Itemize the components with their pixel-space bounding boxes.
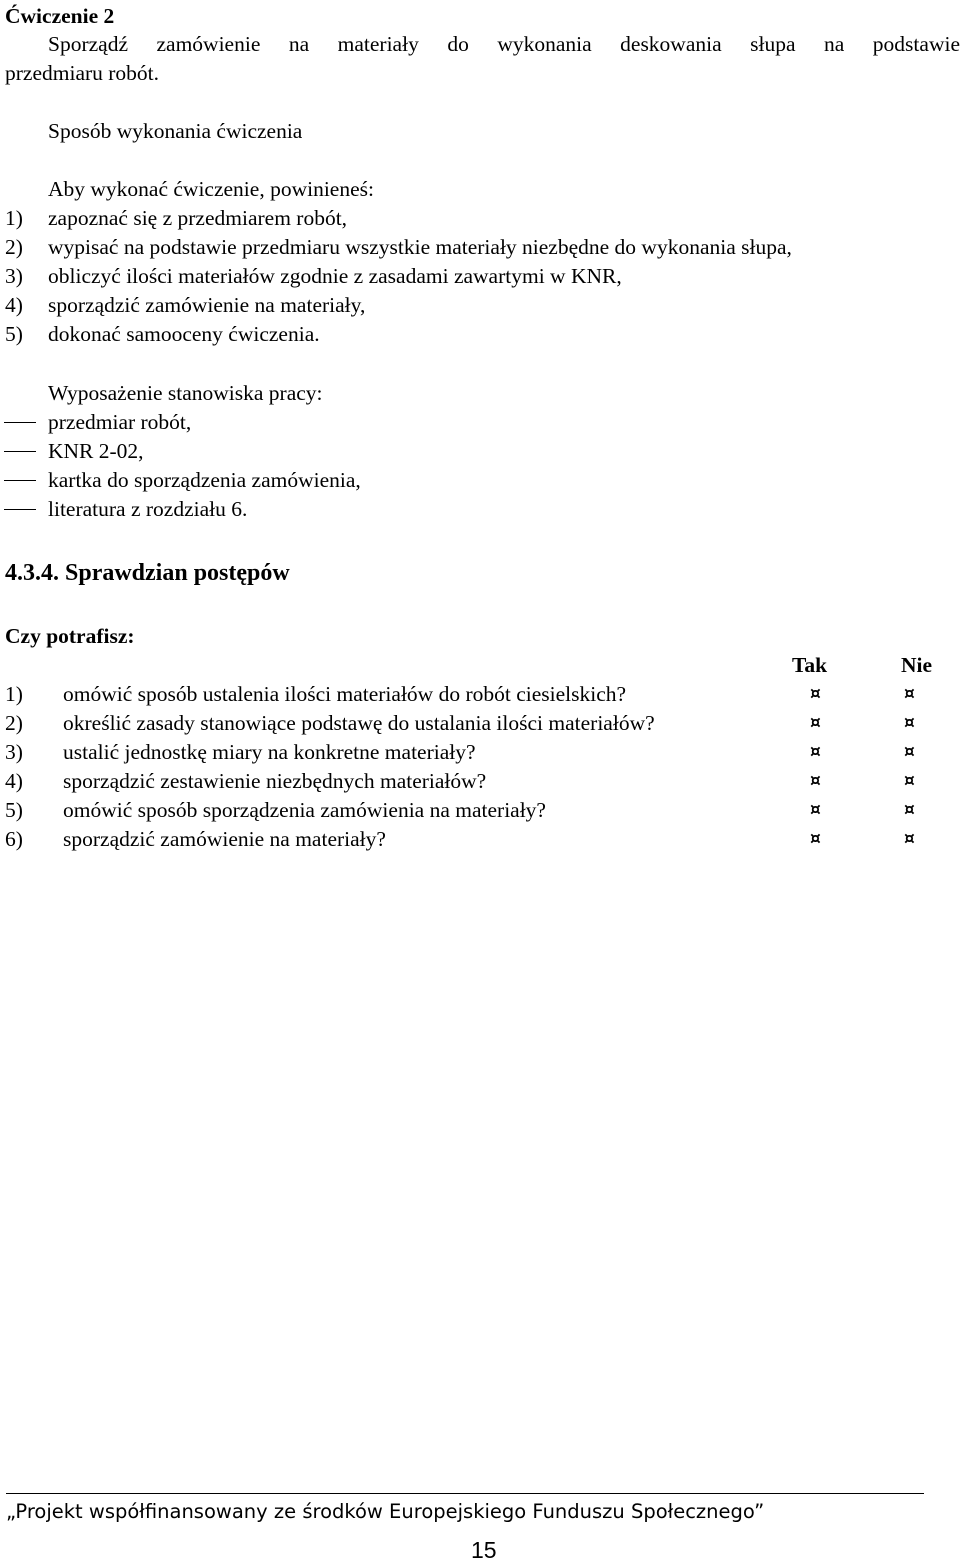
checkbox-no[interactable]: ¤: [904, 829, 915, 849]
dash-bullet: [4, 451, 36, 452]
equipment-item: [0, 466, 960, 495]
footer-divider: [6, 1493, 924, 1494]
section-subtitle: Czy potrafisz:: [5, 624, 135, 648]
checklist-row: [0, 825, 960, 854]
question-text: sporządzić zamówienie na materiały?: [63, 827, 386, 851]
checkbox-no[interactable]: ¤: [904, 684, 915, 704]
method-heading: Sposób wykonania ćwiczenia: [48, 119, 303, 143]
question-text: ustalić jednostkę miary na konkretne materiały?: [63, 740, 476, 764]
method-step: [0, 320, 960, 349]
equipment-item: [0, 437, 960, 466]
checkbox-yes[interactable]: ¤: [810, 829, 821, 849]
checkbox-yes[interactable]: ¤: [810, 771, 821, 791]
page-number: 15: [471, 1537, 497, 1563]
equipment-item: [0, 408, 960, 437]
question-number: 2): [5, 711, 23, 735]
exercise-task-line1: Sporządź zamówienie na materiały do wykonania deskowania słupa na podstawie: [48, 32, 960, 56]
dash-bullet: [4, 422, 36, 423]
checkbox-no[interactable]: ¤: [904, 771, 915, 791]
step-number: 1): [5, 206, 23, 230]
equipment-item-text: literatura z rozdziału 6.: [48, 497, 248, 521]
checkbox-yes[interactable]: ¤: [810, 713, 821, 733]
step-number: 5): [5, 322, 23, 346]
column-header-yes: Tak: [792, 653, 828, 677]
step-text: dokonać samooceny ćwiczenia.: [48, 322, 320, 346]
checkbox-no[interactable]: ¤: [904, 713, 915, 733]
method-step: [0, 262, 960, 291]
step-text: sporządzić zamówienie na materiały,: [48, 293, 366, 317]
column-header-no: Nie: [901, 653, 933, 677]
section-title: 4.3.4. Sprawdzian postępów: [5, 560, 290, 586]
step-text: zapoznać się z przedmiarem robót,: [48, 206, 348, 230]
checkbox-no[interactable]: ¤: [904, 800, 915, 820]
checklist-row: [0, 796, 960, 825]
question-text: sporządzić zestawienie niezbędnych materiałów?: [63, 769, 487, 793]
exercise-task-line2: przedmiaru robót.: [5, 61, 160, 85]
question-number: 4): [5, 769, 23, 793]
method-step: [0, 233, 960, 262]
question-number: 3): [5, 740, 23, 764]
step-number: 4): [5, 293, 23, 317]
question-text: omówić sposób ustalenia ilości materiałów do robót ciesielskich?: [63, 682, 627, 706]
checklist-row: [0, 738, 960, 767]
checklist-row: [0, 680, 960, 709]
step-number: 3): [5, 264, 23, 288]
checkbox-yes[interactable]: ¤: [810, 800, 821, 820]
question-text: określić zasady stanowiące podstawę do ustalania ilości materiałów?: [63, 711, 655, 735]
step-number: 2): [5, 235, 23, 259]
method-step: [0, 204, 960, 233]
checklist-row: [0, 767, 960, 796]
checkbox-no[interactable]: ¤: [904, 742, 915, 762]
equipment-item-text: przedmiar robót,: [48, 410, 192, 434]
dash-bullet: [4, 509, 36, 510]
equipment-item: [0, 495, 960, 524]
checkbox-yes[interactable]: ¤: [810, 684, 821, 704]
dash-bullet: [4, 480, 36, 481]
footer-project-note: „Projekt współfinansowany ze środków Europejskiego Funduszu Społecznego”: [6, 1500, 765, 1523]
method-step: [0, 291, 960, 320]
equipment-heading: Wyposażenie stanowiska pracy:: [48, 381, 323, 405]
checkbox-yes[interactable]: ¤: [810, 742, 821, 762]
question-number: 6): [5, 827, 23, 851]
method-intro: Aby wykonać ćwiczenie, powinieneś:: [48, 177, 374, 201]
question-number: 5): [5, 798, 23, 822]
equipment-item-text: kartka do sporządzenia zamówienia,: [48, 468, 361, 492]
step-text: obliczyć ilości materiałów zgodnie z zasadami zawartymi w KNR,: [48, 264, 622, 288]
step-text: wypisać na podstawie przedmiaru wszystkie materiały niezbędne do wykonania słupa,: [48, 235, 792, 259]
question-number: 1): [5, 682, 23, 706]
equipment-item-text: KNR 2-02,: [48, 439, 144, 463]
exercise-title: Ćwiczenie 2: [5, 4, 115, 28]
question-text: omówić sposób sporządzenia zamówienia na materiały?: [63, 798, 546, 822]
checklist-row: [0, 709, 960, 738]
